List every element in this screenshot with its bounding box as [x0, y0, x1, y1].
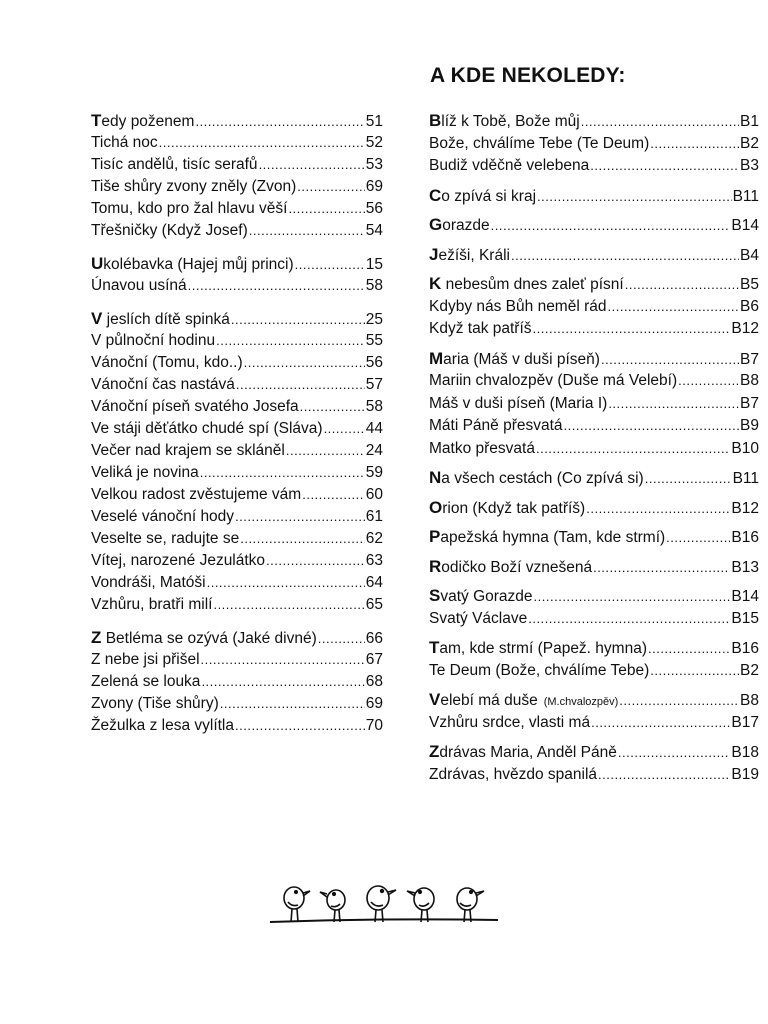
dot-leader — [295, 254, 365, 276]
entry-title — [429, 110, 580, 134]
entry-title-text: Vánoční (Tomu, kdo..) — [91, 354, 243, 371]
entry-title — [429, 155, 589, 178]
index-entry — [91, 715, 383, 737]
dot-leader — [598, 764, 730, 787]
index-entry — [429, 393, 759, 416]
entry-title — [91, 528, 239, 550]
entry-page-number: 62 — [365, 530, 383, 547]
dot-leader — [593, 557, 730, 580]
entry-title-text: Když tak patříš — [429, 320, 532, 337]
entry-title-text: Vítej, narozené Jezulátko — [91, 552, 266, 569]
entry-page-number: B14 — [731, 588, 759, 605]
entry-page-number: 68 — [365, 673, 383, 690]
entry-title — [91, 484, 301, 506]
index-entry — [91, 308, 383, 330]
entry-title-text: Zelená se louka — [91, 673, 201, 690]
entry-title — [429, 556, 592, 580]
entry-page-number: 54 — [365, 222, 383, 239]
index-entry — [429, 689, 759, 712]
index-entry — [429, 497, 759, 520]
entry-title — [429, 415, 563, 438]
entry-title-text: Betléma se ozývá (Jaké divné) — [101, 630, 317, 647]
entry-initial-letter: Z — [429, 742, 440, 761]
entry-title-text: Zdrávas, hvězdo spanilá — [429, 765, 598, 783]
index-entry — [429, 660, 759, 683]
entry-title — [429, 764, 597, 787]
entry-initial-letter: B — [429, 111, 442, 130]
entry-page-number: 65 — [365, 596, 383, 613]
dot-leader — [491, 215, 731, 238]
entry-title-text: kolébavka (Hajej můj princi) — [103, 256, 294, 273]
entry-title-text: Večer nad krajem se skláněl — [91, 442, 285, 459]
entry-title — [429, 318, 532, 341]
dot-leader — [564, 415, 739, 438]
dot-leader — [302, 484, 365, 506]
index-entry — [91, 506, 383, 528]
entry-page-number: B9 — [740, 417, 759, 434]
entry-title — [429, 608, 527, 631]
entry-page-number: 61 — [365, 508, 383, 525]
entry-title-text: drávas Maria, Anděl Páně — [439, 744, 617, 761]
entry-title-text: Vánoční čas nastává — [91, 376, 235, 393]
entry-page-number: 64 — [365, 574, 383, 591]
entry-title — [91, 594, 212, 616]
entry-page-number: 57 — [365, 376, 383, 393]
dot-leader — [528, 608, 730, 631]
entry-page-number: B15 — [731, 609, 759, 627]
index-entry — [91, 132, 383, 154]
index-entry — [429, 764, 759, 787]
index-entry — [429, 214, 759, 237]
entry-initial-letter: M — [429, 348, 444, 368]
entry-title — [429, 526, 665, 550]
dot-leader — [249, 220, 365, 242]
index-entry — [429, 296, 759, 319]
dot-leader — [231, 309, 365, 331]
index-entry — [91, 396, 383, 418]
entry-page-number: 56 — [365, 200, 383, 217]
entry-title — [91, 693, 219, 715]
entry-initial-letter: K — [429, 274, 442, 293]
entry-title-text: Vzhůru srdce, vlasti má — [429, 713, 591, 731]
entry-title — [91, 715, 234, 737]
dot-leader — [297, 176, 364, 198]
entry-title-text: Máti Páně přesvatá — [429, 417, 563, 434]
entry-initial-letter: R — [429, 556, 442, 576]
index-entry — [91, 330, 383, 352]
entry-page-number: B2 — [740, 134, 759, 152]
entry-title-text: o zpívá si kraj — [441, 187, 537, 205]
entry-page-number: 66 — [365, 630, 383, 647]
entry-page-number: B19 — [731, 765, 759, 783]
dot-leader — [200, 462, 365, 484]
entry-page-number: B1 — [740, 113, 759, 130]
entry-title-text: Veliká je novina — [91, 464, 199, 481]
index-entry — [429, 585, 759, 608]
entry-title — [429, 637, 647, 661]
entry-initial-letter: Z — [91, 628, 102, 647]
entry-title — [91, 176, 296, 198]
dot-leader — [608, 296, 740, 319]
index-entry — [429, 556, 759, 579]
entry-title — [429, 712, 590, 735]
entry-title-text: jeslích dítě spinká — [102, 311, 230, 328]
index-entry — [429, 741, 759, 764]
index-entry — [429, 415, 759, 438]
entry-title — [429, 585, 533, 609]
entry-title-text: Velkou radost zvěstujeme vám — [91, 486, 302, 503]
dot-leader — [536, 438, 730, 461]
index-entry — [91, 693, 383, 715]
entry-title — [429, 214, 490, 238]
entry-page-number: B12 — [731, 499, 759, 517]
entry-title — [91, 330, 215, 352]
entry-title-text: Vánoční píseň svatého Josefa — [91, 398, 299, 415]
entry-title-text: Žežulka z lesa vylítla — [91, 717, 234, 734]
entry-page-number: B8 — [740, 692, 759, 709]
dot-leader — [201, 649, 365, 671]
index-entry — [91, 352, 383, 374]
entry-title-text: vatý Gorazde — [440, 588, 533, 605]
entry-page-number: 24 — [365, 442, 383, 459]
entry-title — [429, 348, 600, 372]
entry-title-text: Mariin chvalozpěv (Duše má Velebí) — [429, 372, 678, 389]
index-entry — [91, 484, 383, 506]
index-entry — [429, 155, 759, 178]
entry-title-text: Tiše shůry zvony zněly (Zvon) — [91, 178, 297, 195]
entry-page-number: 25 — [365, 311, 383, 328]
index-entry — [429, 712, 759, 735]
entry-title-text: am, kde strmí (Papež. hymna) — [439, 640, 647, 657]
entry-initial-letter: T — [91, 111, 102, 130]
entry-title — [429, 438, 535, 461]
entry-initial-letter: U — [91, 254, 104, 273]
index-entry — [429, 133, 759, 156]
index-entry — [91, 528, 383, 550]
entry-title — [91, 154, 258, 176]
entry-initial-letter: N — [429, 468, 442, 487]
entry-page-number: 55 — [365, 332, 383, 349]
dot-leader — [207, 572, 365, 594]
dot-leader — [286, 440, 365, 462]
entry-initial-letter: O — [429, 497, 443, 517]
dot-leader — [324, 418, 365, 440]
index-entry — [91, 594, 383, 616]
page-title: A KDE NEKOLEDY: — [430, 64, 626, 87]
entry-page-number: B7 — [740, 394, 759, 412]
entry-title — [91, 220, 248, 242]
dot-leader — [619, 690, 739, 713]
entry-title — [91, 352, 243, 374]
entry-title-text: Bože, chválíme Tebe (Te Deum) — [429, 134, 650, 152]
entry-title-text: Svatý Václave — [429, 609, 528, 627]
entry-page-number: B13 — [731, 558, 759, 576]
dot-leader — [300, 396, 365, 418]
entry-page-number: 69 — [365, 178, 383, 195]
entry-page-number: 15 — [365, 256, 383, 273]
index-entry — [91, 198, 383, 220]
entry-page-number: B16 — [731, 529, 759, 546]
entry-title-text: Tisíc andělů, tisíc serafů — [91, 156, 258, 173]
entry-title — [91, 550, 265, 572]
entry-initial-letter: G — [429, 215, 443, 234]
dot-leader — [240, 528, 365, 550]
dot-leader — [159, 132, 365, 154]
entry-page-number: 69 — [365, 695, 383, 712]
dot-leader — [608, 393, 739, 416]
index-entry — [91, 176, 383, 198]
dot-leader — [618, 742, 731, 765]
dot-leader — [586, 498, 730, 521]
index-entry — [429, 318, 759, 341]
entry-initial-letter: P — [429, 527, 441, 546]
entry-page-number: B17 — [731, 713, 759, 731]
index-entry — [91, 440, 383, 462]
index-entry — [429, 370, 759, 393]
dot-leader — [511, 245, 739, 268]
entry-title-text: Budiž vděčně velebena — [429, 157, 590, 174]
dot-leader — [591, 712, 730, 735]
entry-title — [91, 110, 194, 133]
entry-title-text: rion (Když tak patříš) — [442, 499, 586, 517]
entry-title — [91, 418, 323, 440]
dot-leader — [235, 715, 365, 737]
entry-title — [91, 198, 287, 220]
index-entry — [429, 273, 759, 296]
dot-leader — [244, 352, 365, 374]
index-entry — [429, 244, 759, 267]
index-entry — [91, 110, 383, 132]
entry-title — [91, 253, 294, 276]
entry-title-text: Máš v duši píseň (Maria I) — [429, 394, 608, 412]
entry-title — [91, 462, 199, 484]
dot-leader — [625, 274, 739, 297]
birds-on-wire-icon — [268, 876, 500, 926]
entry-initial-letter: S — [429, 586, 441, 605]
index-entry — [91, 418, 383, 440]
index-entry — [91, 220, 383, 242]
entry-page-number: B18 — [731, 744, 759, 761]
dot-leader — [318, 628, 365, 650]
entry-title — [91, 627, 317, 650]
index-entry — [91, 550, 383, 572]
index-entry — [429, 348, 759, 371]
entry-title-text: Veselte se, radujte se — [91, 530, 240, 547]
entry-page-number: B8 — [740, 372, 759, 389]
entry-initial-letter: V — [91, 309, 103, 328]
index-entry — [429, 467, 759, 490]
entry-page-number: B2 — [740, 661, 759, 679]
index-entry — [91, 374, 383, 396]
entry-title-text: aria (Máš v duši píseň) — [443, 350, 600, 368]
entry-title-text: Veselé vánoční hody — [91, 508, 235, 525]
entry-title-text: líž k Tobě, Bože můj — [441, 113, 580, 130]
dot-leader — [590, 155, 739, 178]
dot-leader — [266, 550, 365, 572]
index-entry — [91, 627, 383, 649]
entry-title — [429, 296, 607, 319]
entry-title — [429, 133, 649, 156]
dot-leader — [650, 133, 739, 156]
entry-title — [429, 273, 624, 297]
entry-title — [91, 275, 187, 297]
entry-title-text: Tomu, kdo pro žal hlavu věší — [91, 200, 288, 217]
entry-title-text: Matko přesvatá — [429, 439, 535, 457]
entry-title — [91, 374, 235, 396]
song-index-right-column — [429, 110, 759, 786]
dot-leader — [678, 370, 739, 393]
index-entry — [429, 438, 759, 461]
dot-leader — [601, 349, 739, 372]
index-entry — [91, 462, 383, 484]
index-entry — [429, 185, 759, 208]
entry-title — [429, 660, 649, 683]
entry-title-text: edy poženem — [101, 113, 195, 130]
dot-leader — [666, 527, 730, 550]
entry-title-text: Z nebe jsi přišel — [91, 651, 200, 668]
dot-leader — [537, 186, 732, 209]
entry-note: (M.chvalozpěv) — [543, 696, 619, 708]
entry-page-number: 44 — [365, 420, 383, 437]
entry-page-number: B14 — [731, 217, 759, 234]
index-entry — [91, 154, 383, 176]
entry-page-number: B4 — [740, 246, 759, 264]
entry-initial-letter: T — [429, 638, 440, 657]
entry-page-number: 51 — [365, 113, 383, 130]
dot-leader — [188, 275, 365, 297]
dot-leader — [581, 111, 739, 134]
entry-page-number: 59 — [365, 464, 383, 481]
dot-leader — [213, 594, 364, 616]
entry-title — [91, 132, 158, 154]
index-entry — [91, 572, 383, 594]
index-entry — [429, 526, 759, 549]
entry-title-text: Tichá noc — [91, 134, 158, 151]
entry-page-number: 58 — [365, 398, 383, 415]
entry-title-text: elebí má duše — [440, 692, 538, 709]
entry-title — [91, 671, 200, 693]
dot-leader — [645, 468, 732, 491]
entry-title — [429, 467, 644, 491]
dot-leader — [288, 198, 364, 220]
dot-leader — [648, 638, 730, 661]
entry-page-number: 60 — [365, 486, 383, 503]
index-entry — [91, 649, 383, 671]
entry-page-number: 63 — [365, 552, 383, 569]
dot-leader — [259, 154, 365, 176]
entry-initial-letter: C — [429, 185, 442, 205]
entry-page-number: 67 — [365, 651, 383, 668]
entry-page-number: B16 — [731, 640, 759, 657]
entry-title — [429, 393, 607, 416]
entry-page-number: 56 — [365, 354, 383, 371]
dot-leader — [533, 318, 731, 341]
entry-title — [91, 440, 285, 462]
entry-title — [91, 308, 230, 331]
entry-page-number: B12 — [731, 320, 759, 337]
entry-title-text: V půlnoční hodinu — [91, 332, 216, 349]
entry-page-number: 53 — [365, 156, 383, 173]
entry-title-text: Únavou usíná — [91, 277, 187, 294]
dot-leader — [220, 693, 365, 715]
entry-initial-letter: V — [429, 690, 441, 709]
entry-page-number: 52 — [365, 134, 383, 151]
index-entry — [91, 671, 383, 693]
entry-page-number: B10 — [731, 439, 759, 457]
entry-title — [429, 497, 585, 521]
entry-title — [429, 244, 510, 268]
index-entry — [429, 637, 759, 660]
entry-title-text: a všech cestách (Co zpívá si) — [441, 470, 644, 487]
entry-title-text: apežská hymna (Tam, kde strmí) — [440, 529, 666, 546]
entry-title-text: Te Deum (Bože, chválíme Tebe) — [429, 661, 650, 679]
entry-title — [91, 396, 299, 418]
entry-title — [429, 741, 617, 765]
entry-page-number: B11 — [732, 470, 759, 487]
entry-title — [91, 572, 206, 594]
dot-leader — [216, 330, 365, 352]
entry-title-text: nebesům dnes zaleť písní — [441, 276, 624, 293]
entry-title — [91, 506, 234, 528]
entry-title-text: Vzhůru, bratři milí — [91, 596, 213, 613]
index-entry — [91, 275, 383, 297]
entry-title-text: Třešničky (Když Josef) — [91, 222, 248, 239]
song-index-left-column — [91, 110, 383, 737]
entry-page-number: B5 — [740, 276, 759, 293]
entry-page-number: 70 — [365, 717, 383, 734]
dot-leader — [195, 111, 364, 133]
entry-title — [429, 689, 618, 714]
index-entry — [91, 253, 383, 275]
dot-leader — [534, 586, 731, 609]
entry-page-number: B6 — [740, 297, 759, 315]
index-entry — [429, 608, 759, 631]
entry-page-number: B3 — [740, 157, 759, 174]
dot-leader — [201, 671, 364, 693]
entry-page-number: B7 — [740, 350, 759, 368]
entry-title-text: orazde — [442, 217, 490, 234]
dot-leader — [236, 374, 365, 396]
entry-title — [429, 370, 677, 393]
entry-title-text: Zvony (Tiše shůry) — [91, 695, 219, 712]
dot-leader — [650, 660, 739, 683]
entry-page-number: B11 — [732, 187, 759, 205]
entry-title-text: odičko Boží vznešená — [441, 558, 593, 576]
entry-title-text: ežíši, Králi — [438, 246, 510, 264]
entry-initial-letter: J — [429, 244, 439, 264]
entry-page-number: 58 — [365, 277, 383, 294]
index-entry — [429, 110, 759, 133]
entry-title-text: Vondráši, Matóši — [91, 574, 206, 591]
entry-title — [429, 185, 536, 209]
dot-leader — [235, 506, 365, 528]
entry-title-text: Kdyby nás Bůh neměl rád — [429, 297, 607, 315]
entry-title-text: Ve stáji děťátko chudé spí (Sláva) — [91, 420, 323, 437]
entry-title — [91, 649, 200, 671]
